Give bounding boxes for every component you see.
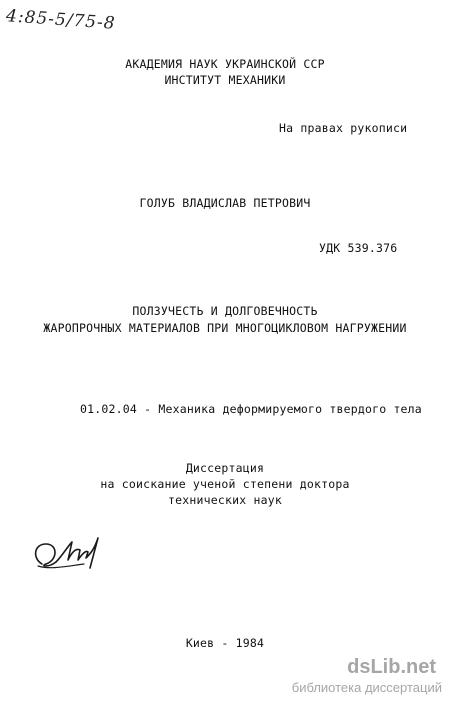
academy-name: АКАДЕМИЯ НАУК УКРАИНСКОЙ ССР — [125, 57, 325, 71]
title-line-2: ЖАРОПРОЧНЫХ МАТЕРИАЛОВ ПРИ МНОГОЦИКЛОВОМ НАГРУЖЕНИИ — [43, 321, 407, 335]
handwritten-archive-code: 4:85-5/75-8 — [5, 6, 117, 34]
place-year: Киев - 1984 — [185, 636, 265, 650]
watermark-logo: dsLib.net — [347, 656, 436, 678]
degree-line: на соискание ученой степени доктора — [100, 477, 350, 491]
institute-name: ИНСТИТУТ МЕХАНИКИ — [164, 73, 286, 87]
udk-code: УДК 539.376 — [319, 241, 398, 255]
dissertation-label: Диссертация — [185, 461, 265, 475]
title-line-1: ПОЛЗУЧЕСТЬ И ДОЛГОВЕЧНОСТЬ — [132, 304, 318, 318]
specialty-code: 01.02.04 - Механика деформируемого твердого тела — [80, 402, 422, 416]
signature-image — [28, 520, 108, 580]
author-name: ГОЛУБ ВЛАДИСЛАВ ПЕТРОВИЧ — [139, 196, 311, 210]
watermark-subtitle: библиотека диссертаций — [291, 680, 442, 695]
field-line: технических наук — [168, 493, 282, 507]
manuscript-note: На правах рукописи — [279, 121, 408, 135]
